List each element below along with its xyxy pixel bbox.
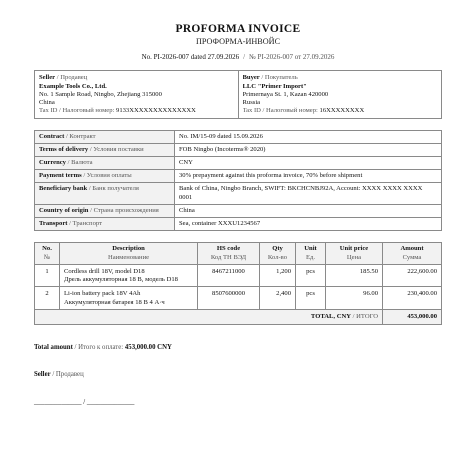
total-amount-value: 453,000.00 CNY: [124, 344, 172, 352]
item-price: 185.50: [326, 264, 383, 286]
terms-row: [35, 183, 442, 204]
terms-label: Transport / Транспорт: [35, 218, 175, 231]
terms-row: [35, 170, 442, 183]
item-qty: 2,400: [260, 287, 296, 309]
terms-table: [34, 130, 442, 232]
terms-value: 30% prepayment against this proforma invoice, 70% before shipment: [175, 170, 442, 183]
column-header: No. №: [35, 243, 60, 264]
item-unit: pcs: [296, 264, 326, 286]
document-number: [34, 53, 442, 62]
seller-taxid: 9133XXXXXXXXXXXXXX: [116, 107, 196, 115]
terms-row: [35, 130, 442, 143]
column-header: Unit price Цена: [326, 243, 383, 264]
terms-label: Payment terms / Условия оплаты: [35, 170, 175, 183]
terms-row: [35, 143, 442, 156]
item-price: 96.00: [326, 287, 383, 309]
seller-address: No. 1 Sample Road, Ningbo, Zhejiang 315000: [39, 90, 162, 98]
document-number-en: No. PI-2026-007 dated 27.09.2026: [141, 52, 240, 61]
signature-line: ______________ / ______________: [34, 399, 135, 407]
seller-name: Example Tools Co., Ltd.: [39, 82, 107, 90]
buyer-name: LLC "Primer Import": [242, 82, 307, 90]
terms-label: Terms of delivery / Условия поставки: [35, 143, 175, 156]
item-hs-code: 8507600000: [198, 287, 260, 309]
signature-block: [34, 371, 442, 379]
column-header: Description Наименование: [60, 243, 198, 264]
table-row: [35, 264, 442, 286]
seller-label-ru: / Продавец: [56, 74, 88, 82]
column-header: HS code Код ТН ВЭД: [198, 243, 260, 264]
total-amount: [34, 344, 442, 352]
buyer-address: Primernaya St. 1, Kazan 420000: [242, 90, 329, 98]
total-label: TOTAL, CNY / ИТОГО: [35, 309, 383, 324]
signature-label: Seller: [34, 370, 51, 378]
seller-block: [35, 71, 239, 118]
items-table: [34, 242, 442, 325]
signature-label-ru: / Продавец: [52, 370, 84, 378]
terms-label: Country of origin / Страна происхождения: [35, 204, 175, 217]
seller-label: Seller: [39, 74, 56, 82]
terms-label: Currency / Валюта: [35, 157, 175, 170]
seller-country: China: [39, 99, 55, 107]
column-header: Unit Ед.: [296, 243, 326, 264]
terms-value: China: [175, 204, 442, 217]
seller-taxid-label: Tax ID / Налоговый номер:: [39, 107, 115, 115]
table-row: [35, 287, 442, 309]
terms-value: FOB Ningbo (Incoterms® 2020): [175, 143, 442, 156]
terms-row: [35, 157, 442, 170]
items-header-row: [35, 243, 442, 264]
total-row: [35, 309, 442, 324]
terms-value: No. IM/15-09 dated 15.09.2026: [175, 130, 442, 143]
total-amount-label: Total amount: [34, 344, 73, 352]
terms-label: Contract / Контракт: [35, 130, 175, 143]
document-number-ru: № PI-2026-007 от 27.09.2026: [249, 52, 335, 61]
terms-value: Sea, container XXXU1234567: [175, 218, 442, 231]
item-description: Cordless drill 18V, model D18 Дрель аккумуляторная 18 В, модель D18: [60, 264, 198, 286]
total-amount-label-ru: / Итого к оплате:: [74, 344, 124, 352]
buyer-country: Russia: [242, 99, 261, 107]
buyer-taxid-label: Tax ID / Налоговый номер:: [242, 107, 318, 115]
buyer-taxid: 16XXXXXXXX: [319, 107, 365, 115]
total-value: 453,000.00: [383, 309, 442, 324]
document-number-separator: /: [243, 52, 246, 61]
buyer-block: [238, 71, 442, 118]
item-unit: pcs: [296, 287, 326, 309]
document-subtitle: ПРОФОРМА-ИНВОЙС: [195, 37, 281, 47]
column-header: Qty Кол-во: [260, 243, 296, 264]
item-number: 2: [35, 287, 60, 309]
terms-value: Bank of China, Ningbo Branch, SWIFT: BKCHCNBJ92A, Account: XXXX XXXX XXXX 0001: [175, 183, 442, 204]
terms-label: Beneficiary bank / Банк получателя: [35, 183, 175, 204]
item-number: 1: [35, 264, 60, 286]
item-description: Li-ion battery pack 18V 4Ah Аккумуляторная батарея 18 В 4 А·ч: [60, 287, 198, 309]
item-qty: 1,200: [260, 264, 296, 286]
column-header: Amount Сумма: [383, 243, 442, 264]
terms-value: CNY: [175, 157, 442, 170]
buyer-label-ru: / Покупатель: [261, 74, 298, 82]
parties-table: [34, 70, 442, 118]
item-amount: 222,600.00: [383, 264, 442, 286]
buyer-label: Buyer: [242, 74, 260, 82]
terms-row: [35, 204, 442, 217]
item-amount: 230,400.00: [383, 287, 442, 309]
document-title: PROFORMA INVOICE: [175, 23, 301, 35]
terms-row: [35, 218, 442, 231]
item-hs-code: 8467211000: [198, 264, 260, 286]
